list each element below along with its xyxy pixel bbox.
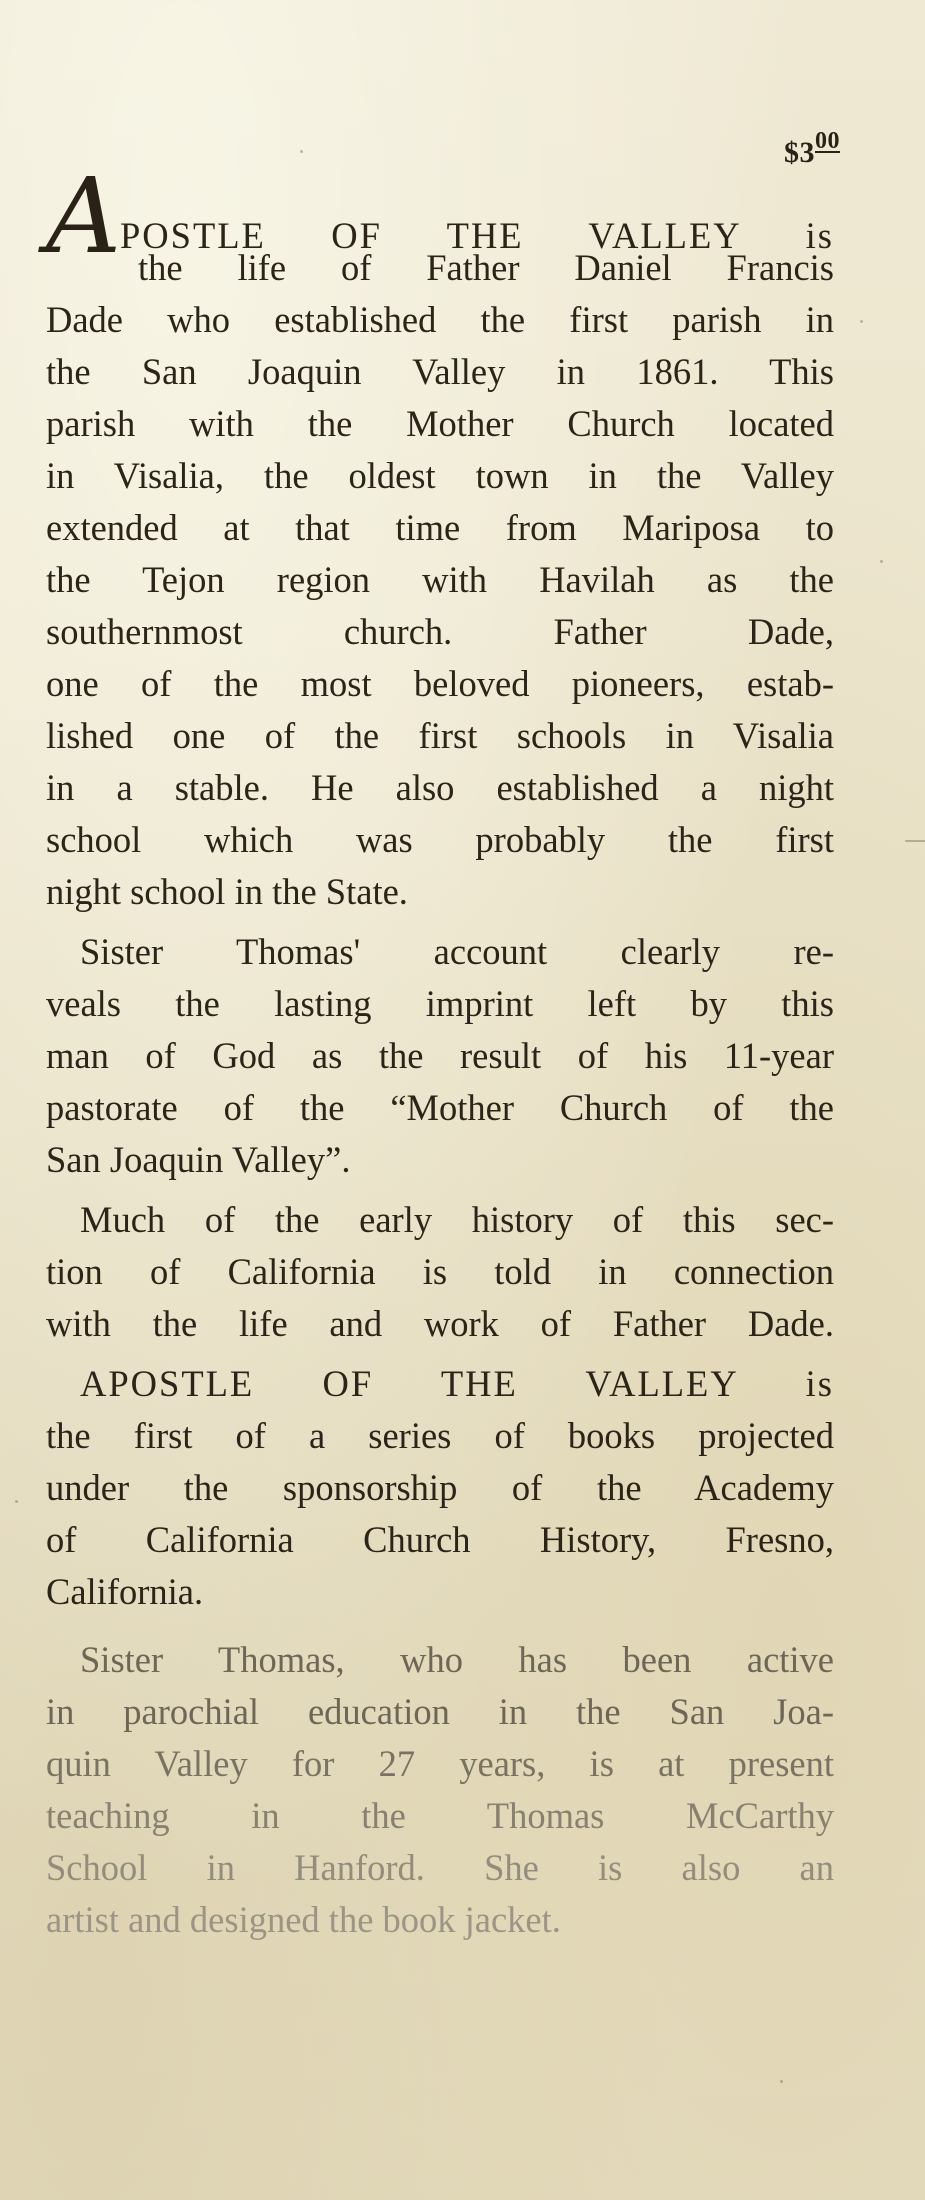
text-line: artist and designed the book jacket. <box>46 1899 561 1940</box>
text-line: of California Church History, Fresno, <box>46 1519 834 1560</box>
text-line: in Visalia, the oldest town in the Valley <box>46 455 834 496</box>
text-line: parish with the Mother Church located <box>46 403 834 444</box>
text-line: Sister Thomas, who has been active <box>80 1639 834 1680</box>
price-dollars: $3 <box>784 136 815 169</box>
text-line: in a stable. He also established a night <box>46 767 834 808</box>
paper-speck <box>880 560 883 563</box>
paper-mark <box>905 840 925 842</box>
book-title-caps: POSTLE OF THE VALLEY is <box>120 215 834 256</box>
text-line: night school in the State. <box>46 871 408 912</box>
text-line: lished one of the first schools in Visalia <box>46 715 834 756</box>
text-line: school which was probably the first <box>46 819 834 860</box>
text-line: Much of the early history of this sec- <box>80 1199 834 1240</box>
text-line: veals the lasting imprint left by this <box>46 983 834 1024</box>
text-line: in parochial education in the San Joa- <box>46 1691 834 1732</box>
paragraph-series <box>46 1358 834 1618</box>
drop-cap: A <box>46 155 122 277</box>
flap-blurb <box>46 155 834 1946</box>
text-line: the San Joaquin Valley in 1861. This <box>46 351 834 392</box>
price-cents: 00 <box>815 128 840 154</box>
text-line: the Tejon region with Havilah as the <box>46 559 834 600</box>
text-line: one of the most beloved pioneers, estab- <box>46 663 834 704</box>
text-line: tion of California is told in connection <box>46 1251 834 1292</box>
text-line: APOSTLE OF THE VALLEY is <box>80 1363 834 1404</box>
text-line: California. <box>46 1571 204 1612</box>
paper-speck <box>300 150 303 153</box>
text-line: teaching in the Thomas McCarthy <box>46 1795 834 1836</box>
paper-speck <box>15 1500 18 1503</box>
paragraph-account <box>46 926 834 1186</box>
price-label <box>784 128 840 170</box>
paper-speck <box>860 320 863 323</box>
text-line: quin Valley for 27 years, is at present <box>46 1743 834 1784</box>
text-line: pastorate of the “Mother Church of the <box>46 1087 834 1128</box>
paragraph-intro <box>46 155 834 918</box>
text-line: Dade who established the first parish in <box>46 299 834 340</box>
text-line: the life of Father Daniel Francis <box>138 247 834 288</box>
text-line: Sister Thomas' account clearly re- <box>80 931 834 972</box>
text-line: under the sponsorship of the Academy <box>46 1467 834 1508</box>
text-line: with the life and work of Father Dade. <box>46 1303 834 1344</box>
text-line: extended at that time from Mariposa to <box>46 507 834 548</box>
text-line: School in Hanford. She is also an <box>46 1847 834 1888</box>
text-line: the first of a series of books projected <box>46 1415 834 1456</box>
text-line: southernmost church. Father Dade, <box>46 611 834 652</box>
paragraph-author <box>46 1634 834 1946</box>
paper-speck <box>780 2080 783 2083</box>
text-line: San Joaquin Valley”. <box>46 1139 351 1180</box>
paragraph-history <box>46 1194 834 1350</box>
text-line: man of God as the result of his 11-year <box>46 1035 834 1076</box>
